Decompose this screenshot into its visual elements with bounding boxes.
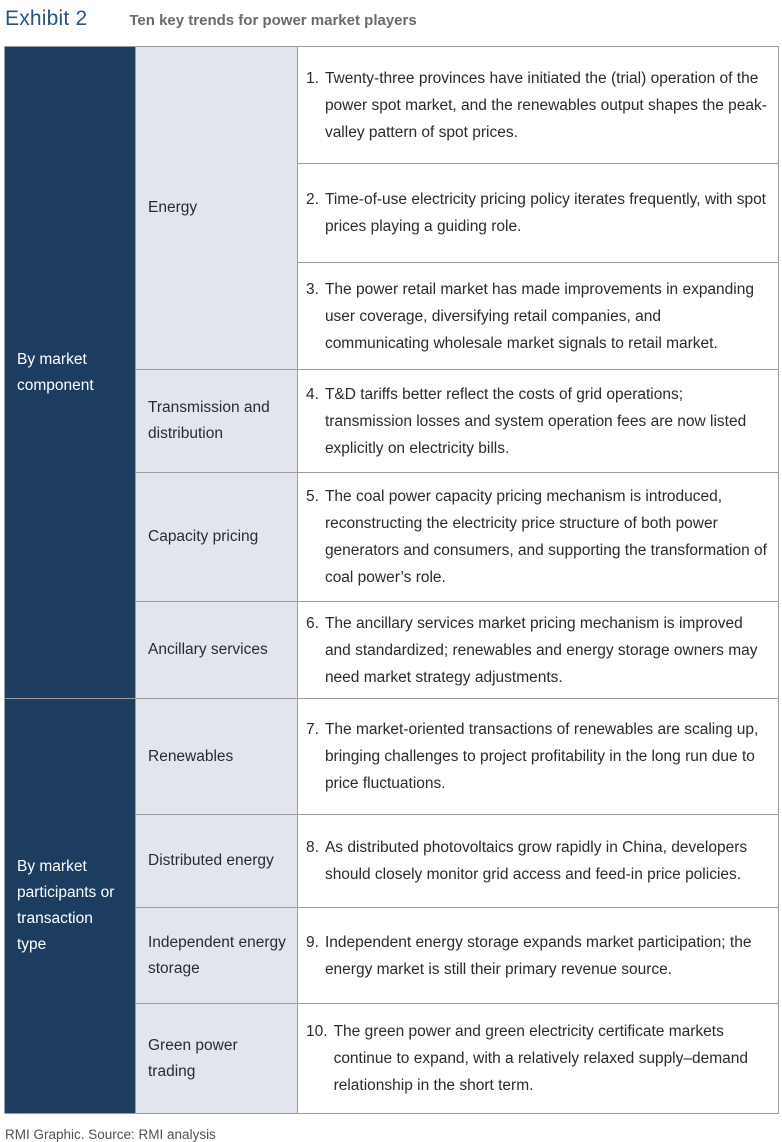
- trend-text: The coal power capacity pricing mechanism is introduced, reconstructing the electricity price structure of both power generators and consumers, and supporting the transformation of coal power’s role.: [324, 488, 767, 586]
- trend-text: Independent energy storage expands market participation; the energy market is still their primary revenue source.: [324, 933, 752, 978]
- trend-number: 2.: [306, 191, 319, 208]
- category-cell-energy: [136, 47, 298, 370]
- trend-text: The green power and green electricity certificate markets continue to expand, with a relatively relaxed supply–demand relationship in the short term.: [333, 1023, 749, 1094]
- trend-number: 1.: [306, 69, 319, 87]
- trends-table: [4, 46, 779, 1114]
- trend-cell-2: [298, 164, 779, 263]
- trend-cell-10: [298, 1004, 779, 1114]
- category-label: Capacity pricing: [148, 528, 259, 545]
- trend-cell-3: [298, 263, 779, 370]
- category-cell-green-power-trading: [136, 1004, 298, 1114]
- table-row: [5, 699, 779, 815]
- trend-text: The power retail market has made improvements in expanding user coverage, diversifying retail companies, and communicating wholesale market signals to retail market.: [324, 280, 754, 352]
- category-cell-distributed-energy: [136, 815, 298, 908]
- trend-number: 7.: [306, 721, 319, 738]
- trend-cell-4: [298, 370, 779, 473]
- trend-text: Twenty-three provinces have initiated the (trial) operation of the power spot market, and the renewables output shapes the peak-valley pattern of spot prices.: [324, 69, 767, 141]
- trend-cell-7: [298, 699, 779, 815]
- group-cell-market-component: [5, 47, 136, 699]
- category-label: Green power trading: [148, 1036, 238, 1080]
- trend-number: 5.: [306, 488, 319, 505]
- category-cell-capacity-pricing: [136, 473, 298, 602]
- group-label: By market component: [17, 350, 94, 394]
- trend-number: 6.: [306, 614, 319, 632]
- table-row: [5, 47, 779, 164]
- source-credit: RMI Graphic. Source: RMI analysis: [5, 1127, 216, 1142]
- trend-text: As distributed photovoltaics grow rapidly in China, developers should closely monitor grid access and feed-in price policies.: [324, 839, 748, 883]
- category-label: Independent energy storage: [148, 933, 286, 977]
- trend-cell-1: [298, 47, 779, 164]
- category-label: Renewables: [148, 747, 234, 765]
- trend-number: 9.: [306, 933, 319, 951]
- trend-text: Time-of-use electricity pricing policy iterates frequently, with spot prices playing a guiding role.: [324, 191, 766, 235]
- category-cell-transmission-distribution: [136, 370, 298, 473]
- trend-number: 3.: [306, 280, 319, 298]
- exhibit-header: [0, 0, 782, 31]
- trend-cell-9: [298, 908, 779, 1004]
- trend-number: 10.: [306, 1023, 328, 1040]
- group-cell-market-participants: [5, 699, 136, 1114]
- trend-text: The ancillary services market pricing mechanism is improved and standardized; renewables and energy storage owners may need market strategy adjustments.: [324, 614, 758, 686]
- trend-number: 8.: [306, 839, 319, 856]
- group-label: By market participants or transaction type: [17, 858, 115, 953]
- trend-cell-5: [298, 473, 779, 602]
- category-label: Energy: [148, 199, 198, 216]
- category-label: Distributed energy: [148, 852, 274, 869]
- category-label: Transmission and distribution: [148, 399, 270, 442]
- trend-text: T&D tariffs better reflect the costs of grid operations; transmission losses and system operation fees are now listed explicitly on electricity bills.: [324, 385, 747, 457]
- exhibit-title: Ten key trends for power market players: [129, 12, 417, 29]
- trend-number: 4.: [306, 385, 319, 403]
- trends-table-container: [4, 46, 778, 1114]
- category-cell-ancillary-services: [136, 602, 298, 699]
- exhibit-number: Exhibit 2: [5, 7, 88, 30]
- category-cell-renewables: [136, 699, 298, 815]
- trend-cell-6: [298, 602, 779, 699]
- category-label: Ancillary services: [148, 641, 268, 658]
- trend-text: The market-oriented transactions of renewables are scaling up, bringing challenges to project profitability in the long run due to price fluctuations.: [324, 721, 759, 792]
- trend-cell-8: [298, 815, 779, 908]
- category-cell-independent-energy-storage: [136, 908, 298, 1004]
